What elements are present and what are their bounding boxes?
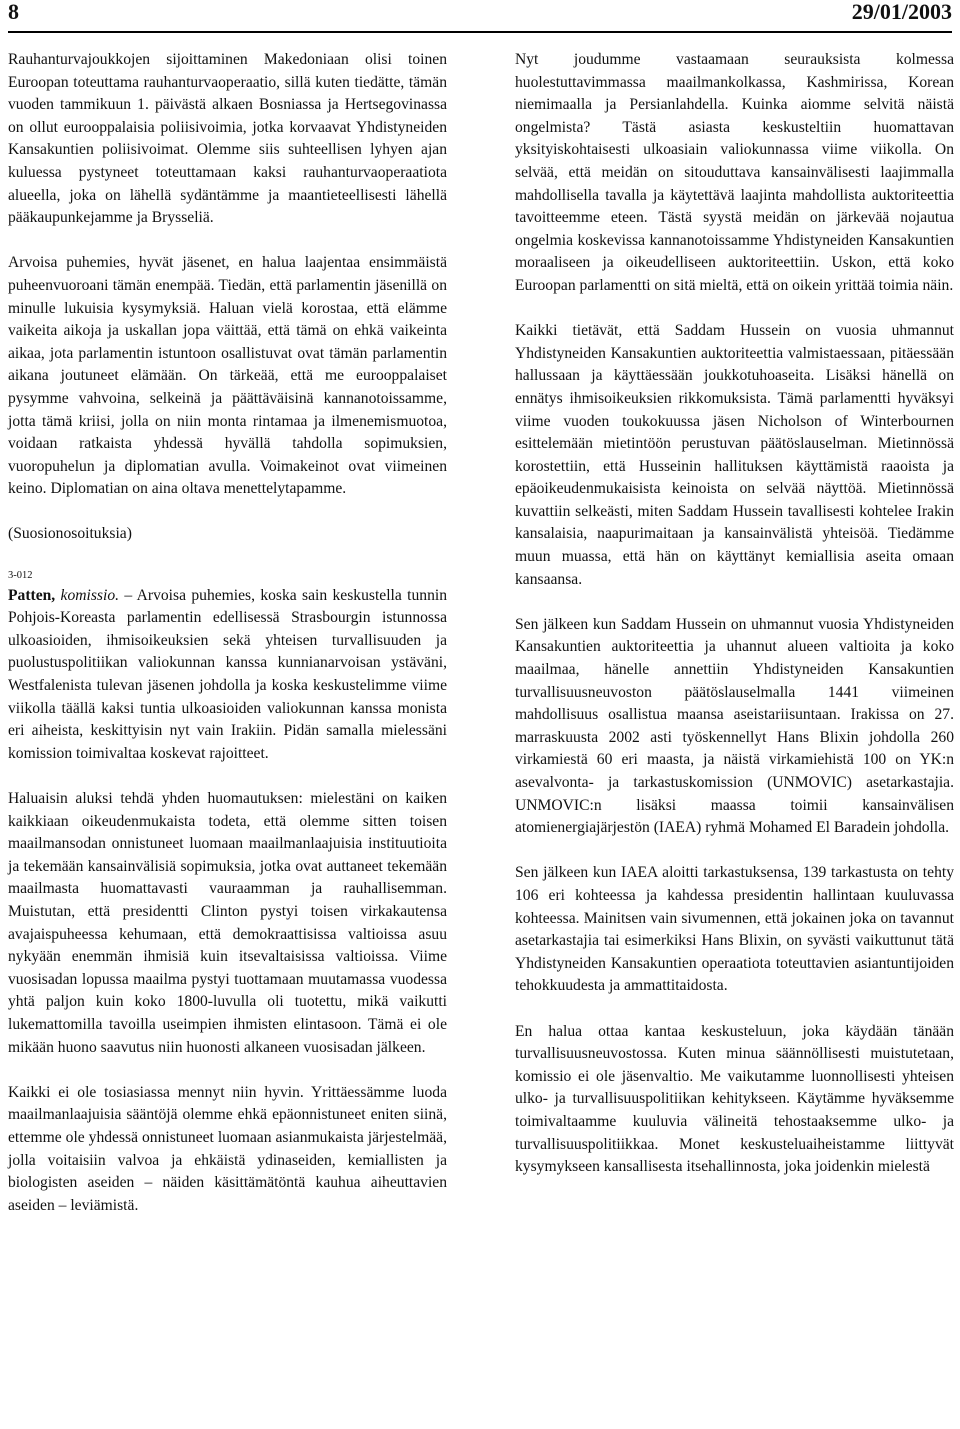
paragraph: Sen jälkeen kun IAEA aloitti tarkastuksensa, 139 tarkastusta on tehty 106 eri kohteessa ja kahdessa presidentin hallintaan kuuluvassa kohteessa. Mainitsen vain sivumennen, että jokainen joka on tavannut asetarkastajia tai esimerkiksi Hans Blixin, on syvästi vaikuttunut tätä Yhdistyneiden Kansakuntien operaatiota toteuttavien asiantuntijoiden tehokkuudesta ja ammattitaidosta. [515,864,954,995]
paragraph: Nyt joudumme vastaamaan seurauksista kolmessa huolestuttavimmassa maailmankolkassa, Kashmirissa, Korean niemimaalla ja Persianlahdella. Kuinka aiomme selvitä näistä ongelmista? Tästä asiasta keskusteltiin huomattavan yksityiskohtaisesti ulkoasiain valiokunnassa viime viikolla. On selvää, että meidän on sitouduttava kansainvälisesti laajimmalla mahdollisella tavalla ja käytettävä laajinta mahdollista auktoriteettia tavoitteemme eteen. Tästä syystä meidän on järkevää nojautua ongelmia koskevissa kannanotoissamme Yhdistyneiden Kansakuntien moraaliseen ja oikeudelliseen auktoriteettiin. Uskon, että koko Euroopan parlamentti on sitä mieltä, että on oikein yrittää toimia näin. [515,51,954,294]
speech-paragraph [8,585,447,766]
document-date: 29/01/2003 [851,0,952,24]
page-number: 8 [8,0,19,24]
paragraph: En halua ottaa kantaa keskusteluun, joka käydään tänään turvallisuusneuvostossa. Kuten minua säännöllisesti muistutetaan, komissio ei ole jäsenvaltio. Me vaikutamme luonnollisesti yhteisen ulko- ja turvallisuuspolitiikan kehitykseen. Käytämme hyväksemme toimivaltaamme kuuluvia välineitä tehostaaksemme ulko- ja turvallisuuspolitiikkaa. Monet keskusteluaiheistamme liittyvät kysymykseen kansallisesta itsehallinnosta, joka joidenkin mielestä [515,1022,954,1176]
right-column [515,49,954,1179]
paragraph: Rauhanturvajoukkojen sijoittaminen Makedoniaan olisi toinen Euroopan toteuttama rauhanturvaoperaatio, sillä kuten tiedätte, tämän vuoden tammikuun 1. päivästä alkaen Bosniassa ja Hertsegovinassa on ollut eurooppalaisia poliisivoimia, jotka korvaavat Yhdistyneiden Kansakuntien poliisivoimat. Olemme siis suhteellisen lyhyen ajan kuluessa pystyneet toteuttamaan kaksi rauhanturvaoperaatiota alueella, joka on lähellä sydäntämme ja maantieteellisesti lähellä pääkaupunkejamme ja Brysseliä. [8,51,447,227]
paragraph: Sen jälkeen kun Saddam Hussein on uhmannut vuosia Yhdistyneiden Kansakuntien auktoriteettia ja uhannut alueen valtioita ja koko maailmaa, hänelle annettiin Yhdistyneiden Kansakuntien turvallisuusneuvoston päätöslauselmalla 1441 viimeinen mahdollisuus osallistua maansa aseistariisuntaan. Irakissa on 27. marraskuusta 2002 asti työskennellyt Hans Blixin johdolla 260 virkamiestä 60 eri maasta, ja näistä virkamiehistä 100 on YK:n asevalvonta- ja tarkastuskomission (UNMOVIC) asetarkastajia. UNMOVIC:n lisäksi maassa toimii kansainvälisen atomienergiajärjestön (IAEA) ryhmä Mohamed El Baradein johdolla. [515,615,954,837]
left-column [8,49,447,1217]
paragraph: Arvoisa puhemies, hyvät jäsenet, en halua laajentaa ensimmäistä puheenvuoroani tämän enempää. Tiedän, että parlamentin jäsenillä on minulle lukuisia kysymyksiä. Haluan vielä korostaa, että elämme vaikeita aikoja ja uskallan jopa väittää, että tämä on ehkä vaikeinta aikaa, jota parlamentin istuntoon osallistuvat ovat tämän parlamentin aikana joutuneet elämään. On tärkeää, että me eurooppalaiset pysymme vahvoina, selkeinä ja päättäväisinä kannanotoissamme, jotta tämä kriisi, jolla on niin monta rintamaa ja ilmenemismuotoa, voidaan ratkaista yhdessä hyvällä tahdolla sopimuksien, vuoropuhelun ja diplomatian avulla. Voimakeinot ovat viimeinen keino. Diplomatian on aina oltava menettelytapamme. [8,254,447,498]
page-header [8,0,952,30]
paragraph: Haluaisin aluksi tehdä yhden huomautuksen: mielestäni on kaiken kaikkiaan oikeudenmukaista todeta, että olemme sitten toisen maailmansodan onnistuneet luomaan maailmanlaajuisia instituutioita ja tekemään kansainvälisiä sopimuksia, jotka ovat auttaneet tekemään maailmasta huomattavasti vauraamman ja rauhallisemman. Muistutan, että presidentti Clinton pystyi toisen virkakautensa avajaispuheessa kehumaan, että demokraattisissa valtioissa asuu nykyään enemmän ihmisiä kuin itsevaltaisissa valtioissa. Viime vuosisadan lopussa maailma pystyi tuottamaan muutamassa vuodessa yhtä paljon kuin koko 1800-luvulla oli tuotettu, mikä vaikutti lukemattomilla tavoilla useimpien ihmisten elintasoon. Tämä ei ole mikään huono saavutus niin huonosti alkaneen vuosisadan jälkeen. [8,790,447,1056]
speech-text: – Arvoisa puhemies, koska sain keskustella tunnin Pohjois-Koreasta parlamentin edellisessä Strasbourgin istunnossa ulkoasioiden, ihmisoikeuksien sekä yhteisen turvallisuuden ja puolustuspolitiikan valiokunnan kanssa kunnianarvoisan ystäväni, Westfalenista tulevan jäsenen johdolla ja koska keskustelimme viime viikolla täällä kaksi tuntia ulkoasioiden valiokunnan kanssa monista eri aiheista, keskittyisin nyt vain Irakiin. Pidän samalla mielessäni komission toimivaltaa koskevat rajoitteet. [8,586,447,762]
header-rule [8,31,952,33]
paragraph: Kaikki tietävät, että Saddam Hussein on vuosia uhmannut Yhdistyneiden Kansakuntien auktoriteettia valmistaessaan, pitäessään hallussaan ja käyttäessään joukkotuhoaseita. Lisäksi hänellä on ennätys ihmisoikeuksien rikkomuksista. Tämä parlamentti hyväksyi viime vuoden toukokuussa jäsen Nicholson of Winterbournen esittelemään mietintöön perustuvan päätöslauselman. Mietinnössä korostettiin, että Husseinin hallituksen käyttämistä raaoista ja epäoikeudenmukaisista keinoista on selvää näyttöä. Mietinnössä kuvattiin selkeästi, miten Saddam Hussein tavallisesti kohtelee Irakin kansalaisia, naapurimaitaan ja kansainvälistä yhteisöä. Tiedämme muun muassa, että hän on käyttänyt kemiallisia aseita omaan kansaansa. [515,322,954,588]
speech-code: 3-012 [8,569,33,581]
paragraph: Kaikki ei ole tosiasiassa mennyt niin hyvin. Yrittäessämme luoda maailmanlaajuisia sääntöjä olemme ehkä epäonnistuneet eniten siinä, ettemme ole yhdessä onnistuneet luomaan asianmukaista järjestelmää, jolla voitaisiin valvoa ja ehkäistä ydinaseiden, kemiallisten ja biologisten aseiden – näiden käsittämätöntä kauhua aiheuttavien aseiden – leviämistä. [8,1083,447,1214]
applause-note: (Suosionosoituksia) [8,525,132,543]
speaker-name: Patten, [8,586,56,604]
speaker-role: komissio. [60,586,120,604]
